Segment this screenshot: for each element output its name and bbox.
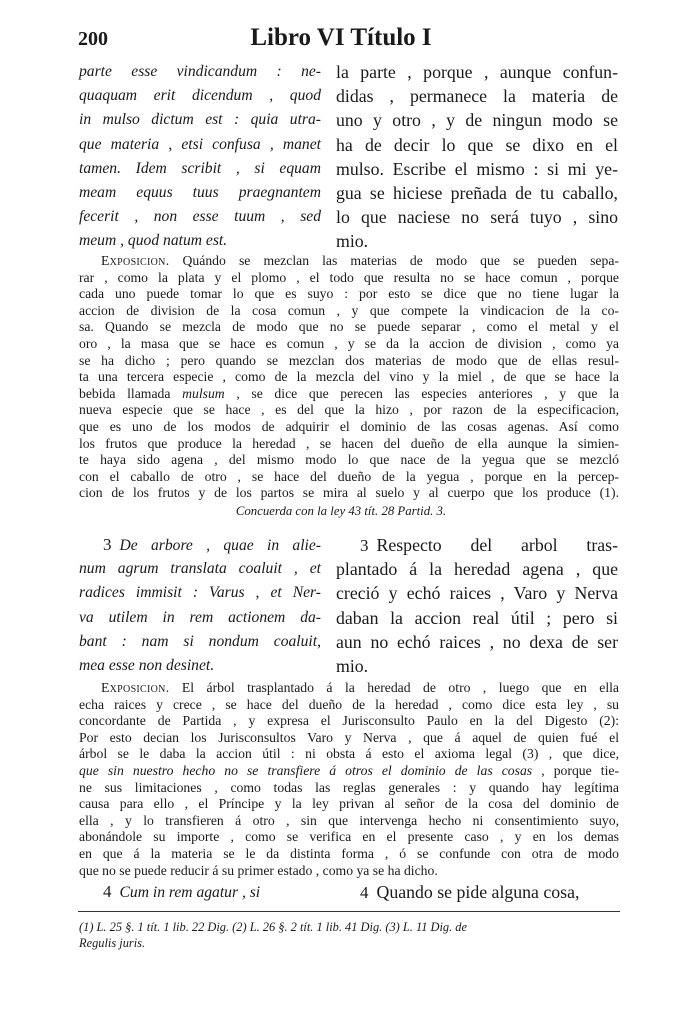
spanish-line: mio. <box>336 655 369 676</box>
latin-column-section-3 <box>79 533 321 678</box>
section-number: 4 <box>360 883 369 902</box>
spanish-line: gua se hiciese preñada de tu caballo, <box>336 182 618 203</box>
italic-axiom-phrase: que sin nuestro hecho no se transfiere á otros el dominio de las cosas <box>79 762 533 778</box>
exposicion-label: Exposicion. <box>101 253 170 268</box>
commentary-line: cada uno puede tomar lo que es suyo : por esto se dice que no tiene lugar la <box>79 286 619 302</box>
commentary-line <box>79 386 619 403</box>
commentary-line: ta una tercera especie , como de la mezcla del vino y la miel , de que se hace la <box>79 369 619 385</box>
page-number: 200 <box>78 28 108 50</box>
spanish-line: la parte , porque , aunque confun- <box>336 62 618 82</box>
commentary-line <box>79 763 619 780</box>
commentary-line: causa para ello , el Príncipe y la ley privan al señor de la cosa del dominio de <box>79 796 619 812</box>
commentary-text: Quándo se mezclan las materias de modo que se pueden sepa- <box>182 253 619 268</box>
footnote-line: Regulis juris. <box>79 935 146 950</box>
latin-line: va utilem in rem actionem da- <box>79 608 321 626</box>
latin-column-section-1 <box>79 60 321 254</box>
commentary-line: que no se puede reducir á su primer estado , como ya se ha dicho. <box>79 862 438 878</box>
latin-line: mea esse non desinet. <box>79 656 215 674</box>
commentary-line: nueva especie que se hace , es del que la hizo , por razon de la especificacion, <box>79 402 619 418</box>
section-number: 4 <box>103 882 112 901</box>
commentary-line: Por esto decian los Jurisconsultos Varo y Nerva , que á aquel de quien fué el <box>79 729 619 745</box>
commentary-text: , porque tie- <box>541 762 620 778</box>
running-head: Libro VI Título I <box>250 24 432 51</box>
exposicion-commentary-2 <box>79 680 619 879</box>
spanish-line: uno y otro , y de ningun modo se <box>336 110 618 131</box>
spanish-line: aun no echó raices , no dexa de ser <box>336 631 618 652</box>
commentary-line: cion de los frutos y de los partos se mira al suelo y al cuerpo que los produce (1). <box>79 485 619 501</box>
commentary-line: rar , como la plata y el plomo , el todo que resulta no se hace comun , porque <box>79 269 619 285</box>
latin-line: bant : nam si nondum coaluit, <box>79 632 321 650</box>
spanish-line <box>336 533 618 557</box>
spanish-line: ha de decir lo que se dixo en el <box>336 134 618 155</box>
commentary-line: se ha dicho ; pero quando se mezclan dos materias de modo que de ellas resul- <box>79 352 619 368</box>
spanish-line: didas , permanece la materia de <box>336 86 618 107</box>
commentary-line <box>79 680 619 697</box>
commentary-line: los frutos que produce la heredad , se hacen del dueño de ella aunque la simien- <box>79 435 619 451</box>
commentary-line: abonándole su importe , como se verifica en el presente caso , y en los demas <box>79 829 619 845</box>
spanish-line: creció y echó raices , Varo y Nerva <box>336 583 618 604</box>
latin-text: Cum in rem agatur , si <box>119 884 261 901</box>
latin-line: quaquam erit dicendum , quod <box>79 87 321 105</box>
commentary-line: ella , y lo transfieren á otro , sin que intervenga hecho ni consentimiento suyo, <box>79 812 619 828</box>
latin-line: parte esse vindicandum : ne- <box>79 63 321 80</box>
footnote-rule <box>78 911 620 912</box>
commentary-text: bebida llamada <box>79 385 183 401</box>
spanish-line: plantado á la heredad agena , que <box>336 559 618 580</box>
commentary-line: en que á la materia se le da distinta forma , ó se confunde con otra de modo <box>79 845 619 861</box>
exposicion-commentary-1 <box>79 253 619 502</box>
commentary-text: , se dice que perecen las especies anteriores , y que la <box>224 385 619 401</box>
commentary-line: ne sus limitaciones , como todas las reglas generales : y quando hay legítima <box>79 779 619 795</box>
footnote-line: (1) L. 25 §. 1 tít. 1 lib. 22 Dig. (2) L. 26 §. 2 tít. 1 lib. 41 Dig. (3) L. 11 Dig. de <box>79 920 468 934</box>
commentary-line: sa. Quando se mezcla de modo que no se puede separar , como el metal y el <box>79 319 619 335</box>
concordance-note: Concuerda con la ley 43 tít. 28 Partid. 3. <box>235 504 447 518</box>
exposicion-label: Exposicion. <box>101 680 170 695</box>
latin-line: meam equus tuus praegnantem <box>79 183 321 201</box>
latin-line: fecerit , non esse tuum , sed <box>79 208 321 226</box>
spanish-text: Respecto del arbol tras- <box>376 535 618 555</box>
latin-line: radices immisit : Varus , et Ner- <box>79 584 321 602</box>
latin-line <box>79 880 321 904</box>
commentary-line: que es uno de los modos de adquirir el dominio de las cosas agenas. Así como <box>79 418 619 434</box>
spanish-column-section-4 <box>336 880 618 904</box>
spanish-column-section-3 <box>336 533 618 678</box>
latin-line: num agrum translata coaluit , et <box>79 560 321 578</box>
commentary-line: accion de division de la cosa comun , y que compete la vindicacion de la co- <box>79 302 619 318</box>
commentary-line: echa raices y crece , se hace del dueño de la heredad , como dice esta ley , su <box>79 696 619 712</box>
latin-line: tamen. Idem scribit , si equam <box>79 159 321 177</box>
section-number: 3 <box>360 536 369 555</box>
spanish-line: lo que naciese no será tuyo , sino <box>336 207 618 228</box>
latin-line: meum , quod natum est. <box>79 232 228 250</box>
commentary-line: oro , la masa que se hace es comun , y se da la accion de division , como ya <box>79 335 619 351</box>
latin-line <box>79 533 321 557</box>
commentary-line: árbol se le daba la accion útil : ni obsta á esto el axioma legal (3) , que dice, <box>79 746 619 762</box>
spanish-line: mio. <box>336 231 369 252</box>
commentary-line: concordante de Partida , y expresa el Jurisconsulto Paulo en la del Digesto (2): <box>79 713 619 729</box>
latin-column-section-4 <box>79 880 321 904</box>
spanish-line: daban la accion real útil ; pero si <box>336 607 618 628</box>
commentary-line: te haya sido agena , del mismo modo lo que nace de la yegua que se mezcló <box>79 452 619 468</box>
spanish-text: Quando se pide alguna cosa, <box>376 882 580 902</box>
spanish-line <box>336 880 618 904</box>
latin-line: in mulso dictum est : quia utra- <box>79 111 321 129</box>
footnotes <box>79 920 619 951</box>
commentary-line <box>79 253 619 270</box>
spanish-line: mulso. Escribe el mismo : si mi ye- <box>336 158 618 179</box>
section-number: 3 <box>103 535 112 554</box>
spanish-column-section-1 <box>336 60 618 254</box>
latin-line: que materia , etsi confusa , manet <box>79 135 321 153</box>
commentary-text: El árbol trasplantado á la heredad de otro , luego que en ella <box>181 680 619 695</box>
latin-text: De arbore , quae in alie- <box>119 537 321 554</box>
commentary-line: con el caballo de otro , se hace del dueño de la yegua , porque en la percep- <box>79 468 619 484</box>
italic-term-mulsum: mulsum <box>182 385 225 401</box>
